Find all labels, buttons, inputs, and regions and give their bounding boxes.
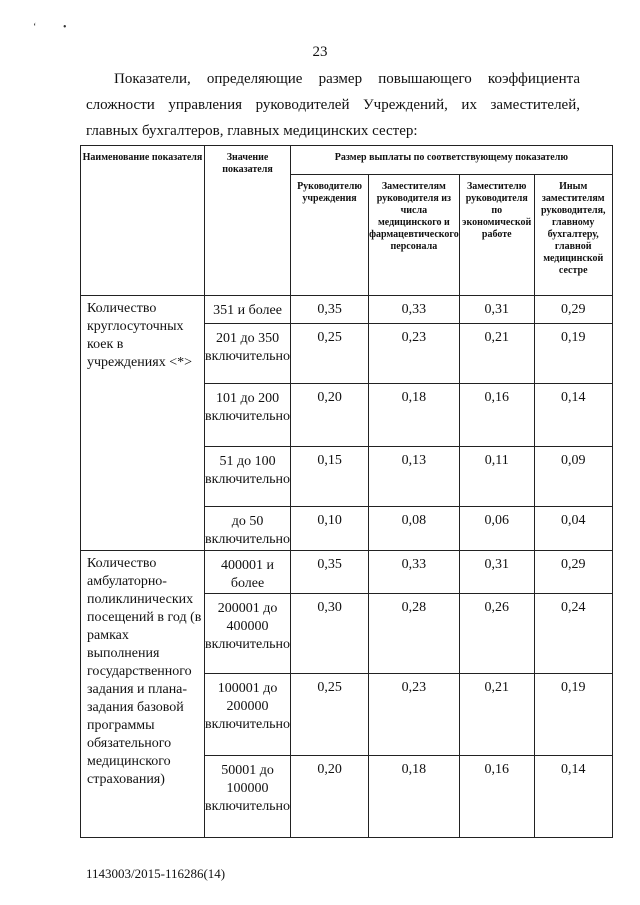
page-number: 23: [312, 44, 328, 60]
value-cell: 0,23: [369, 674, 460, 756]
value-cell: 0,15: [291, 447, 369, 507]
value-cell: 0,29: [534, 296, 612, 324]
scan-speck: •: [63, 22, 67, 33]
value-cell: 0,18: [369, 756, 460, 838]
value-cell: 0,16: [459, 756, 534, 838]
value-cell: 0,11: [459, 447, 534, 507]
value-cell: 0,14: [534, 384, 612, 447]
value-cell: 0,18: [369, 384, 460, 447]
value-cell: 0,20: [291, 756, 369, 838]
value-cell: 0,28: [369, 594, 460, 674]
value-cell: 0,31: [459, 296, 534, 324]
value-cell: 0,14: [534, 756, 612, 838]
value-cell: 0,08: [369, 507, 460, 551]
value-cell: 0,30: [291, 594, 369, 674]
value-cell: 0,25: [291, 324, 369, 384]
value-cell: 0,35: [291, 551, 369, 594]
coefficient-table: [80, 145, 613, 838]
intro-paragraph: Показатели, определяющие размер повышающего коэффициента сложности управления руководителей Учреждений, их заместителей, главных бухгалтеров, главных медицинских сестер:: [86, 71, 580, 139]
value-cell: 0,26: [459, 594, 534, 674]
value-cell: 0,20: [291, 384, 369, 447]
range-cell: 51 до 100 включительно: [205, 447, 291, 507]
header-economic-deputy: Заместителю руководителя по экономической работе: [459, 175, 534, 296]
range-cell: 50001 до 100000 включительно: [205, 756, 291, 838]
range-cell: 351 и более: [205, 296, 291, 324]
value-cell: 0,33: [369, 551, 460, 594]
value-cell: 0,25: [291, 674, 369, 756]
value-cell: 0,09: [534, 447, 612, 507]
scan-speck: ʻ: [33, 22, 37, 33]
range-cell: 101 до 200 включительно: [205, 384, 291, 447]
header-indicator-value: Значение показателя: [205, 146, 291, 296]
range-cell: до 50 включительно: [205, 507, 291, 551]
value-cell: 0,04: [534, 507, 612, 551]
value-cell: 0,10: [291, 507, 369, 551]
group-name-visits: Количество амбулаторно-поликлинических посещений в год (в рамках выполнения государственного задания и плана-задания базовой программы обязательного медицинского страхования): [81, 551, 205, 838]
range-cell: 400001 и более: [205, 551, 291, 594]
value-cell: 0,19: [534, 674, 612, 756]
value-cell: 0,19: [534, 324, 612, 384]
range-cell: 201 до 350 включительно: [205, 324, 291, 384]
range-cell: 200001 до 400000 включительно: [205, 594, 291, 674]
value-cell: 0,23: [369, 324, 460, 384]
value-cell: 0,06: [459, 507, 534, 551]
header-other-deputies: Иным заместителям руководителя, главному бухгалтеру, главной медицинской сестре: [534, 175, 612, 296]
header-director: Руководителю учреждения: [291, 175, 369, 296]
value-cell: 0,13: [369, 447, 460, 507]
value-cell: 0,24: [534, 594, 612, 674]
value-cell: 0,21: [459, 324, 534, 384]
header-payment: Размер выплаты по соответствующему показателю: [291, 146, 613, 175]
value-cell: 0,21: [459, 674, 534, 756]
header-medical-deputies: Заместителям руководителя из числа медицинского и фармацевтического персонала: [369, 175, 460, 296]
value-cell: 0,29: [534, 551, 612, 594]
value-cell: 0,31: [459, 551, 534, 594]
value-cell: 0,35: [291, 296, 369, 324]
value-cell: 0,16: [459, 384, 534, 447]
document-footer-code: 1143003/2015-116286(14): [86, 866, 226, 881]
header-indicator-name: Наименование показателя: [81, 146, 205, 296]
value-cell: 0,33: [369, 296, 460, 324]
range-cell: 100001 до 200000 включительно: [205, 674, 291, 756]
group-name-beds: Количество круглосуточных коек в учреждениях <*>: [81, 296, 205, 551]
